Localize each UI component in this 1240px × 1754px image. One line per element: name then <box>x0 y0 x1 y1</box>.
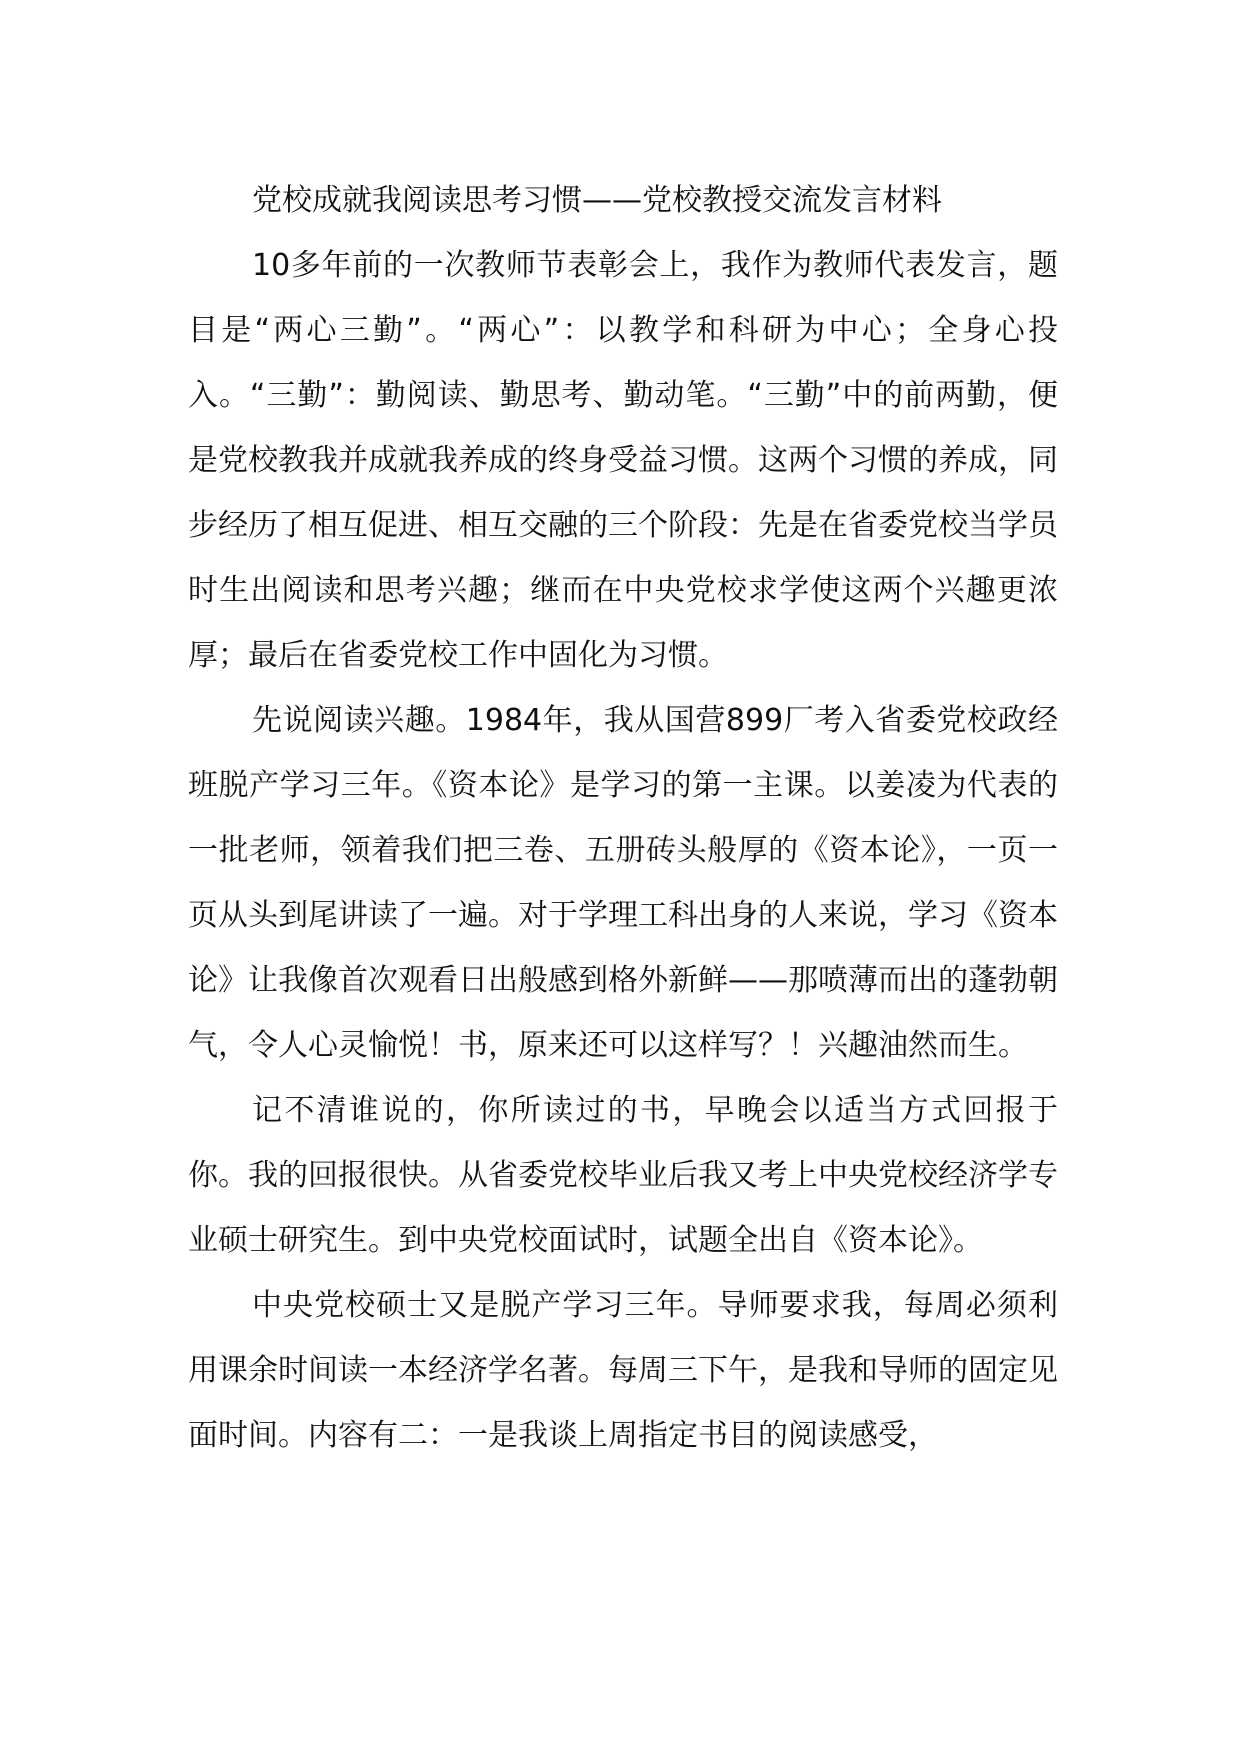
paragraph-3: 记不清谁说的，你所读过的书，早晚会以适当方式回报于你。我的回报很快。从省委党校毕业后我又考上中央党校经济学专业硕士研究生。到中央党校面试时，试题全出自《资本论》。 <box>188 1093 1058 1258</box>
paragraph-1: 10多年前的一次教师节表彰会上，我作为教师代表发言，题目是“两心三勤”。“两心”：以教学和科研为中心；全身心投入。“三勤”：勤阅读、勤思考、勤动笔。“三勤”中的前两勤，便是党校教我并成就我养成的终身受益习惯。这两个习惯的养成，同步经历了相互促进、相互交融的三个阶段：先是在省委党校当学员时生出阅读和思考兴趣；继而在中央党校求学使这两个兴趣更浓厚；最后在省委党校工作中固化为习惯。 <box>188 248 1058 673</box>
document-title: 党校成就我阅读思考习惯——党校教授交流发言材料 <box>252 183 942 218</box>
paragraph-4: 中央党校硕士又是脱产学习三年。导师要求我，每周必须利用课余时间读一本经济学名著。每周三下午，是我和导师的固定见面时间。内容有二：一是我谈上周指定书目的阅读感受， <box>188 1288 1058 1453</box>
paragraph-2: 先说阅读兴趣。1984年，我从国营899厂考入省委党校政经班脱产学习三年。《资本论》是学习的第一主课。以姜凌为代表的一批老师，领着我们把三卷、五册砖头般厚的《资本论》，一页一页从头到尾讲读了一遍。对于学理工科出身的人来说，学习《资本论》让我像首次观看日出般感到格外新鲜——那喷薄而出的蓬勃朝气，令人心灵愉悦！书，原来还可以这样写？！兴趣油然而生。 <box>188 703 1058 1063</box>
document-page <box>188 168 1058 1468</box>
